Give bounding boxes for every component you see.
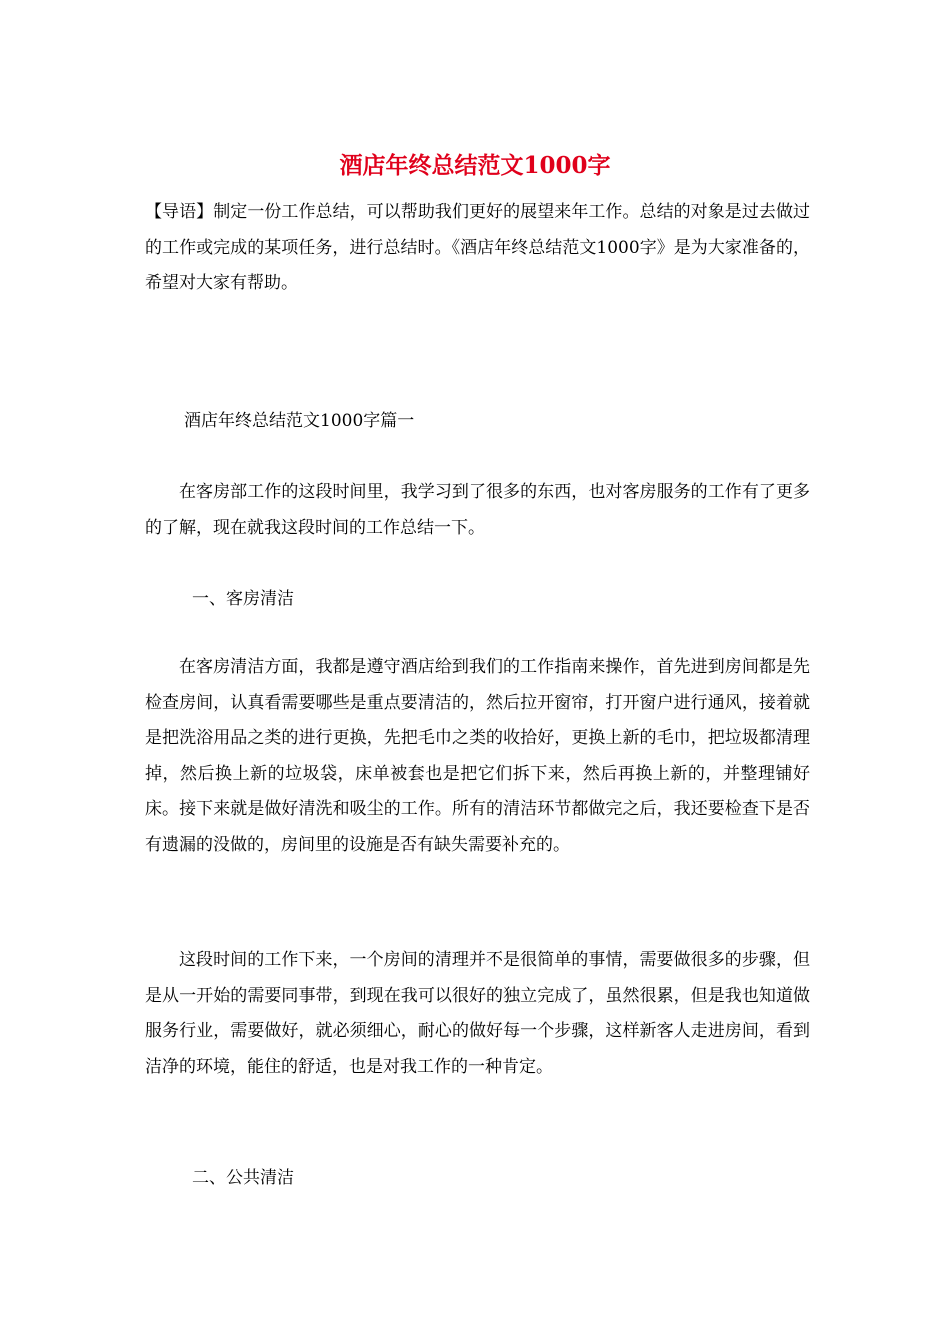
intro-paragraph: 【导语】制定一份工作总结，可以帮助我们更好的展望来年工作。总结的对象是过去做过的工作或完成的某项任务，进行总结时。《酒店年终总结范文1000字》是为大家准备的，希望对大家有帮助。 [145, 202, 810, 293]
paragraph-1: 在客房部工作的这段时间里，我学习到了很多的东西，也对客房服务的工作有了更多的了解，现在就我这段时间的工作总结一下。 [145, 482, 810, 538]
part-heading: 酒店年终总结范文1000字篇一 [184, 411, 415, 431]
section-2-heading: 二、公共清洁 [192, 1168, 294, 1188]
section-1-heading: 一、客房清洁 [192, 589, 294, 609]
paragraph-2: 在客房清洁方面，我都是遵守酒店给到我们的工作指南来操作，首先进到房间都是先检查房间，认真看需要哪些是重点要清洁的，然后拉开窗帘，打开窗户进行通风，接着就是把洗浴用品之类的进行更换，先把毛巾之类的收拾好，更换上新的毛巾，把垃圾都清理掉，然后换上新的垃圾袋，床单被套也是把它们拆下来，然后再换上新的，并整理铺好床。接下来就是做好清洗和吸尘的工作。所有的清洁环节都做完之后，我还要检查下是否有遗漏的没做的，房间里的设施是否有缺失需要补充的。 [145, 657, 810, 855]
paragraph-3: 这段时间的工作下来，一个房间的清理并不是很简单的事情，需要做很多的步骤，但是从一开始的需要同事带，到现在我可以很好的独立完成了，虽然很累，但是我也知道做服务行业，需要做好，就必须细心，耐心的做好每一个步骤，这样新客人走进房间，看到洁净的环境，能住的舒适，也是对我工作的一种肯定。 [145, 950, 810, 1077]
document-title: 酒店年终总结范文1000字 [339, 152, 611, 179]
